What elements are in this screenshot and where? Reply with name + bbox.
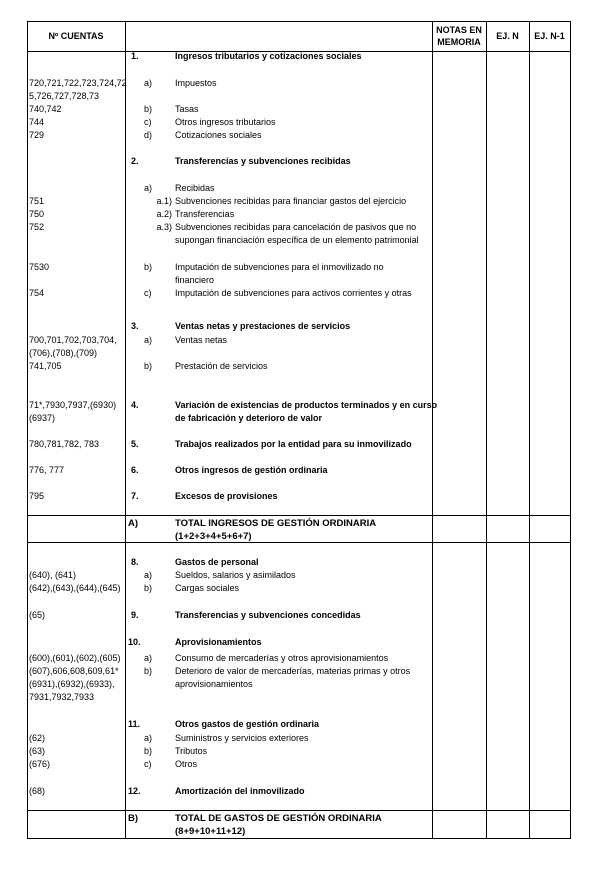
item-label: Imputación de subvenciones para el inmovilizado no — [175, 262, 384, 272]
account-codes: 780,781,782, 783 — [29, 439, 100, 449]
account-codes: 752 — [29, 222, 45, 232]
item-label: Ventas netas — [175, 335, 228, 345]
section-title: Aprovisionamientos — [175, 637, 262, 647]
item-letter: d) — [144, 130, 153, 140]
item-letter: a.1) — [156, 196, 172, 206]
total-letter: B) — [128, 813, 139, 824]
column-divider — [529, 21, 530, 839]
table-border-left — [27, 21, 28, 839]
section-title: Amortización del inmovilizado — [175, 786, 305, 796]
account-codes: (706),(708),(709) — [29, 348, 98, 358]
item-letter: a) — [144, 335, 153, 345]
item-letter: c) — [144, 288, 152, 298]
total-letter: A) — [128, 518, 139, 529]
account-codes: 750 — [29, 209, 45, 219]
section-number: 11. — [128, 719, 141, 729]
item-label: Prestación de servicios — [175, 361, 268, 371]
total-formula: (1+2+3+4+5+6+7) — [175, 531, 252, 542]
account-codes: 740,742 — [29, 104, 62, 114]
item-letter: a) — [144, 183, 153, 193]
item-label: Otros — [175, 759, 198, 769]
account-codes: 700,701,702,703,704, — [29, 335, 117, 345]
section-title: Gastos de personal — [175, 557, 259, 567]
account-codes: 720,721,722,723,724,72 — [29, 78, 127, 88]
item-label: financiero — [175, 275, 215, 285]
account-codes: (640), (641) — [29, 570, 77, 580]
item-letter: a) — [144, 653, 153, 663]
item-label: Subvenciones recibidas para financiar gastos del ejercicio — [175, 196, 407, 206]
header-concept — [125, 21, 432, 51]
item-letter: b) — [144, 666, 153, 676]
account-codes: (600),(601),(602),(605) — [29, 653, 121, 663]
item-label: Recibidas — [175, 183, 215, 193]
income-statement-table — [27, 21, 571, 839]
section-title: Variación de existencias de productos terminados y en curso — [175, 400, 438, 410]
account-codes: (68) — [29, 786, 46, 796]
item-label: Sueldos, salarios y asimilados — [175, 570, 296, 580]
account-codes: (6937) — [29, 413, 56, 423]
section-title: Ventas netas y prestaciones de servicios — [175, 321, 351, 331]
account-codes: (62) — [29, 733, 46, 743]
header-ej-n: EJ. N — [496, 31, 519, 41]
account-codes: 5,726,727,728,73 — [29, 91, 100, 101]
section-title: Trabajos realizados por la entidad para su inmovilizado — [175, 439, 412, 449]
header-notas-line2: MEMORIA — [437, 37, 481, 47]
total-formula: (8+9+10+11+12) — [175, 826, 246, 837]
item-label: Suministros y servicios exteriores — [175, 733, 309, 743]
section-title: de fabricación y deterioro de valor — [175, 413, 323, 423]
section-title: Ingresos tributarios y cotizaciones sociales — [175, 51, 362, 61]
item-letter: b) — [144, 583, 153, 593]
section-number: 5. — [131, 439, 139, 449]
item-letter: b) — [144, 104, 153, 114]
total-title: TOTAL INGRESOS DE GESTIÓN ORDINARIA — [175, 518, 377, 529]
item-label: Imputación de subvenciones para activos corrientes y otras — [175, 288, 412, 298]
section-title: Otros ingresos de gestión ordinaria — [175, 465, 328, 475]
section-title: Otros gastos de gestión ordinaria — [175, 719, 320, 729]
account-codes: 776, 777 — [29, 465, 65, 475]
table-border-bottom — [27, 838, 571, 839]
account-codes: 7530 — [29, 262, 50, 272]
column-divider — [486, 21, 487, 839]
section-number: 10. — [128, 637, 141, 647]
item-letter: a) — [144, 78, 153, 88]
section-number: 1. — [131, 51, 139, 61]
item-label: Cotizaciones sociales — [175, 130, 262, 140]
row-divider — [27, 542, 571, 543]
section-title: Excesos de provisiones — [175, 491, 278, 501]
item-label: Otros ingresos tributarios — [175, 117, 276, 127]
account-codes: 795 — [29, 491, 45, 501]
account-codes: (642),(643),(644),(645) — [29, 583, 121, 593]
section-number: 3. — [131, 321, 139, 331]
item-letter: c) — [144, 117, 152, 127]
item-label: Cargas sociales — [175, 583, 240, 593]
header-notas-line1: NOTAS EN — [436, 25, 482, 35]
section-number: 8. — [131, 557, 139, 567]
section-number: 6. — [131, 465, 139, 475]
account-codes: (65) — [29, 610, 46, 620]
account-codes: 7931,7932,7933 — [29, 692, 95, 702]
item-label: aprovisionamientos — [175, 679, 253, 689]
column-divider — [125, 21, 126, 839]
item-label: Transferencias — [175, 209, 235, 219]
account-codes: 754 — [29, 288, 45, 298]
section-number: 9. — [131, 610, 139, 620]
item-label: Tributos — [175, 746, 208, 756]
item-letter: c) — [144, 759, 152, 769]
item-letter: a.2) — [156, 209, 172, 219]
item-label: Consumo de mercaderías y otros aprovisionamientos — [175, 653, 389, 663]
section-number: 2. — [131, 156, 139, 166]
item-label: Impuestos — [175, 78, 217, 88]
row-divider — [27, 810, 571, 811]
account-codes: (676) — [29, 759, 51, 769]
account-codes: 71*,7930,7937,(6930) — [29, 400, 117, 410]
account-codes: (6931),(6932),(6933), — [29, 679, 115, 689]
table-border-right — [570, 21, 571, 839]
section-number: 12. — [128, 786, 141, 796]
item-letter: a) — [144, 733, 153, 743]
account-codes: 751 — [29, 196, 45, 206]
item-letter: b) — [144, 746, 153, 756]
item-letter: a) — [144, 570, 153, 580]
total-title: TOTAL DE GASTOS DE GESTIÓN ORDINARIA — [175, 813, 382, 824]
section-number: 7. — [131, 491, 139, 501]
account-codes: 741,705 — [29, 361, 62, 371]
section-number: 4. — [131, 400, 139, 410]
account-codes: (63) — [29, 746, 46, 756]
item-label: supongan financiación específica de un elemento patrimonial — [175, 235, 419, 245]
column-divider — [432, 21, 433, 839]
item-label: Subvenciones recibidas para cancelación de pasivos que no — [175, 222, 417, 232]
item-label: Tasas — [175, 104, 199, 114]
section-title: Transferencias y subvenciones recibidas — [175, 156, 351, 166]
header-notas — [432, 21, 486, 51]
item-letter: b) — [144, 262, 153, 272]
header-ej-n1: EJ. N-1 — [534, 31, 565, 41]
account-codes: (607),606,608,609,61* — [29, 666, 119, 676]
item-letter: a.3) — [156, 222, 172, 232]
section-title: Transferencias y subvenciones concedidas — [175, 610, 361, 620]
item-label: Deterioro de valor de mercaderías, materias primas y otros — [175, 666, 411, 676]
header-cuentas: Nº CUENTAS — [48, 31, 104, 41]
account-codes: 744 — [29, 117, 45, 127]
account-codes: 729 — [29, 130, 45, 140]
row-divider — [27, 515, 571, 516]
item-letter: b) — [144, 361, 153, 371]
